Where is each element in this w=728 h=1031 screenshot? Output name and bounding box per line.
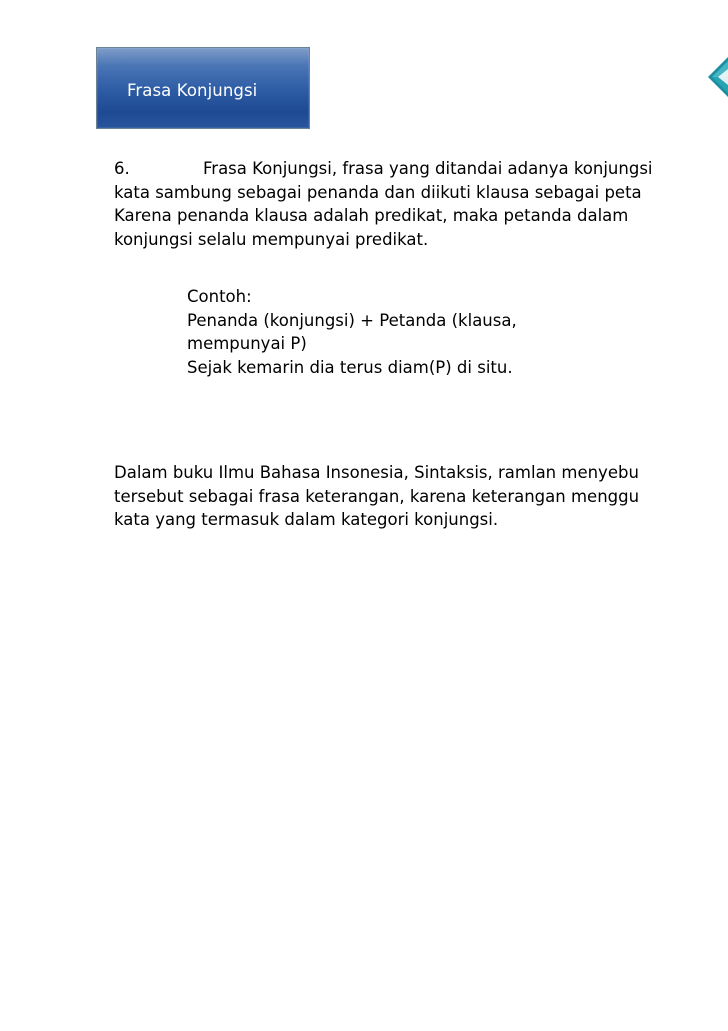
example-line1: Penanda (konjungsi) + Petanda (klausa, [187,310,517,330]
item-number: 6. [114,159,130,178]
paragraph1-line2: kata sambung sebagai penanda dan diikuti klausa sebagai peta [114,182,642,202]
teal-diamond-arrow-icon[interactable] [708,57,728,97]
example-label: Contoh: [187,287,252,306]
slide-title-box [96,47,310,129]
paragraph2-line2: tersebut sebagai frasa keterangan, karena keterangan menggu [114,486,640,506]
example-line3: Sejak kemarin dia terus diam(P) di situ. [187,357,513,377]
paragraph-ramlan [114,461,639,532]
paragraph1-line1 [114,157,653,181]
example-line2: mempunyai P) [187,334,307,353]
slide-title: Frasa Konjungsi [127,81,258,100]
paragraph1-line4: konjungsi selalu mempunyai predikat. [114,229,429,249]
paragraph1-line3: Karena penanda klausa adalah predikat, maka petanda dalam [114,206,629,225]
paragraph1-line1-text: Frasa Konjungsi, frasa yang ditandai adanya konjungsi [203,159,653,178]
example-block [187,285,517,379]
paragraph-frasa-konjungsi [114,157,653,251]
paragraph2-line1: Dalam buku Ilmu Bahasa Insonesia, Sintaksis, ramlan menyebu [114,463,639,482]
paragraph2-line3: kata yang termasuk dalam kategori konjungsi. [114,510,499,529]
